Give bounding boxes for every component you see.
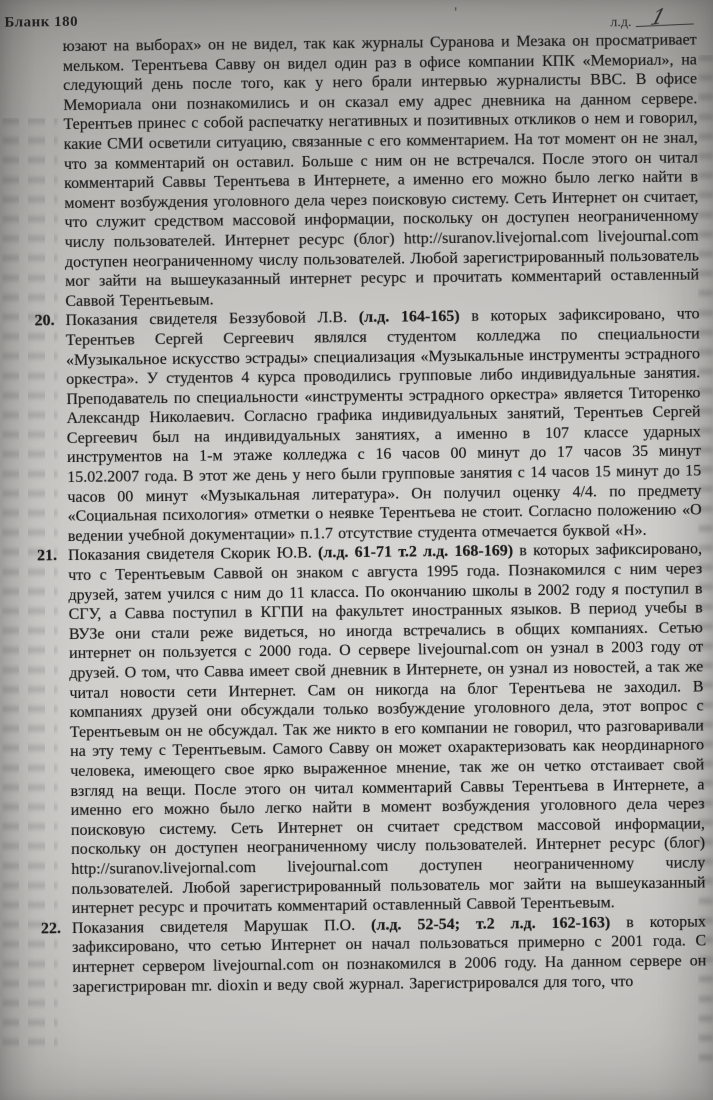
case-sheet-underline [635, 3, 694, 31]
paragraph [63, 30, 700, 311]
text-segment: (л.д. 52-54; т.2 л.д. 162-163) [370, 914, 611, 934]
case-sheet-label: л.д. [610, 15, 632, 31]
handwritten-sheet-number: 1 [647, 3, 669, 31]
text-segment: в которых зафиксировано, что с Терентьевым Саввой он знаком с августа 1995 года. Познакомился с ним через друзей, затем учился с ним до 11 класса. По окончанию школы в 2002 году я поступил в СГУ, а Савва поступил в КГПИ на факультет иностранных языков. В период учебы в ВУЗе они стали реже видеться, но иногда встречались в общих компаниях. Сетью интернет он пользуется с 2000 года. О сервере livejournal.com он узнал в 2003 году от друзей. О том, что Савва имеет свой дневник в Интернете, он узнал из новостей, а так же читал новости сети Интернет. Сам он никогда на блог Терентьева не заходил. В компаниях друзей они обсуждали только возбуждение уголовного дела, этот вопрос с Терентьевым он не обсуждал. Так же никто в его компании не говорил, что разговаривали на эту тему с Терентьевым. Самого Савву он может охарактеризовать как неординарного человека, имеющего свое ярко выраженное мнение, так же он четко отстаивает свой взгляд на вещи. После этого он читал комментарий Саввы Терентьева в Интернете, а именно его можно было легко найти в момент возбуждения уголовного дела через поисковую систему. Сеть Интернет он считает средством массовой информации, поскольку он доступен неограниченному числу пользователей. Интернет ресурс (блог) http://suranov.livejornal.com livejournal.com доступен неограниченному числу пользователей. Любой зарегистрированный пользователь мог зайти на вышеуказанный интернет ресурс и прочитать комментарий оставленный Саввой Терентьевым. [68, 540, 706, 918]
paragraph-number: 21. [36, 547, 58, 565]
text-segment: юзают на выборах» он не видел, так как журналы Суранова и Мезака он просматривает мельком. Терентьева Савву он видел один раз в офисе компании КПК «Мемориал», на следующий день после того, как у него брали интервью журналисты ВВС. В офисе Мемориала они познакомились и он сказал ему адрес дневника на данном сервере. Терентьев принес с собой распечатку негативных и позитивных откликов о нем и говорил, какие СМИ осветили ситуацию, связанные с его комментарием. На тот момент он не знал, что за комментарий он оставил. Больше с ним он не встречался. После этого он читал комментарий Саввы Терентьева в Интернете, а именно его можно было легко найти в момент возбуждения уголовного дела через поисковую систему. Сеть Интернет он считает, что служит средством массовой информации, поскольку он доступен неограниченному числу пользователей. Интернет ресурс (блог) http://suranov.livejornal.com livejournal.com доступен неограниченному числу пользователей. Любой зарегистрированный пользователь мог зайти на вышеуказанный интернет ресурс и прочитать комментарий оставленный Саввой Терентьевым. [62, 31, 700, 310]
text-segment: Показания свидетеля Беззубовой Л.В. [65, 309, 359, 330]
case-sheet-field [610, 3, 693, 31]
form-number-label: Бланк 180 [4, 13, 79, 31]
paragraph-number: 22. [40, 919, 62, 938]
text-segment: (л.д. 61-71 т.2 л.д. 168-169) [317, 542, 514, 562]
paragraph [34, 305, 702, 547]
text-segment: в которых зафиксировано, что Терентьев Сергей Сергеевич являлся студентом колледжа по специальности «Музыкальное искусство эстрады» специализация «Музыкальные инструменты эстрадного оркестра». У студентов 4 курса проводились групповые либо индивидуальные занятия. Преподаватель по специальности «инструменты эстрадного оркестра» является Титоренко Александр Николаевич. Согласно графика индивидуальных занятий, Терентьев Сергей Сергеевич был на индивидуальных занятиях, а именно в 107 классе ударных инструментов на 1-м этаже колледжа с 16 часов 00 минут до 17 часов 35 минут 15.02.2007 года. В этот же день у него были групповые занятия с 14 часов 15 минут до 15 часов 00 минут «Музыкальная литература». Он получил оценку 4/4. по предмету «Социальная психология» отметки о неявке Терентьева не стоит. Согласно положению «О ведении учебной документации» п.1.7 отсутствие студента отмечается буквой «Н». [65, 305, 702, 545]
text-segment: Показания свидетеля Марушак П.О. [71, 916, 372, 937]
text-segment: Показания свидетеля Скорик Ю.В. [67, 544, 319, 565]
stray-pen-tick: ' [454, 4, 458, 21]
paragraph [36, 540, 706, 919]
paragraph-number: 20. [34, 312, 55, 330]
text-segment: в которых зафиксировано, что сетью Интернет он начал пользоваться примерно с 2001 года. С интернет сервером livejournal.com он познакомился в 2006 году. На данном сервере он зарегистрирован mr. dioxin и веду свой журнал. Зарегистрировался для того, что [72, 913, 707, 996]
text-segment: (л.д. 164-165) [358, 308, 460, 327]
document-body [34, 30, 707, 997]
paragraph [40, 912, 707, 997]
